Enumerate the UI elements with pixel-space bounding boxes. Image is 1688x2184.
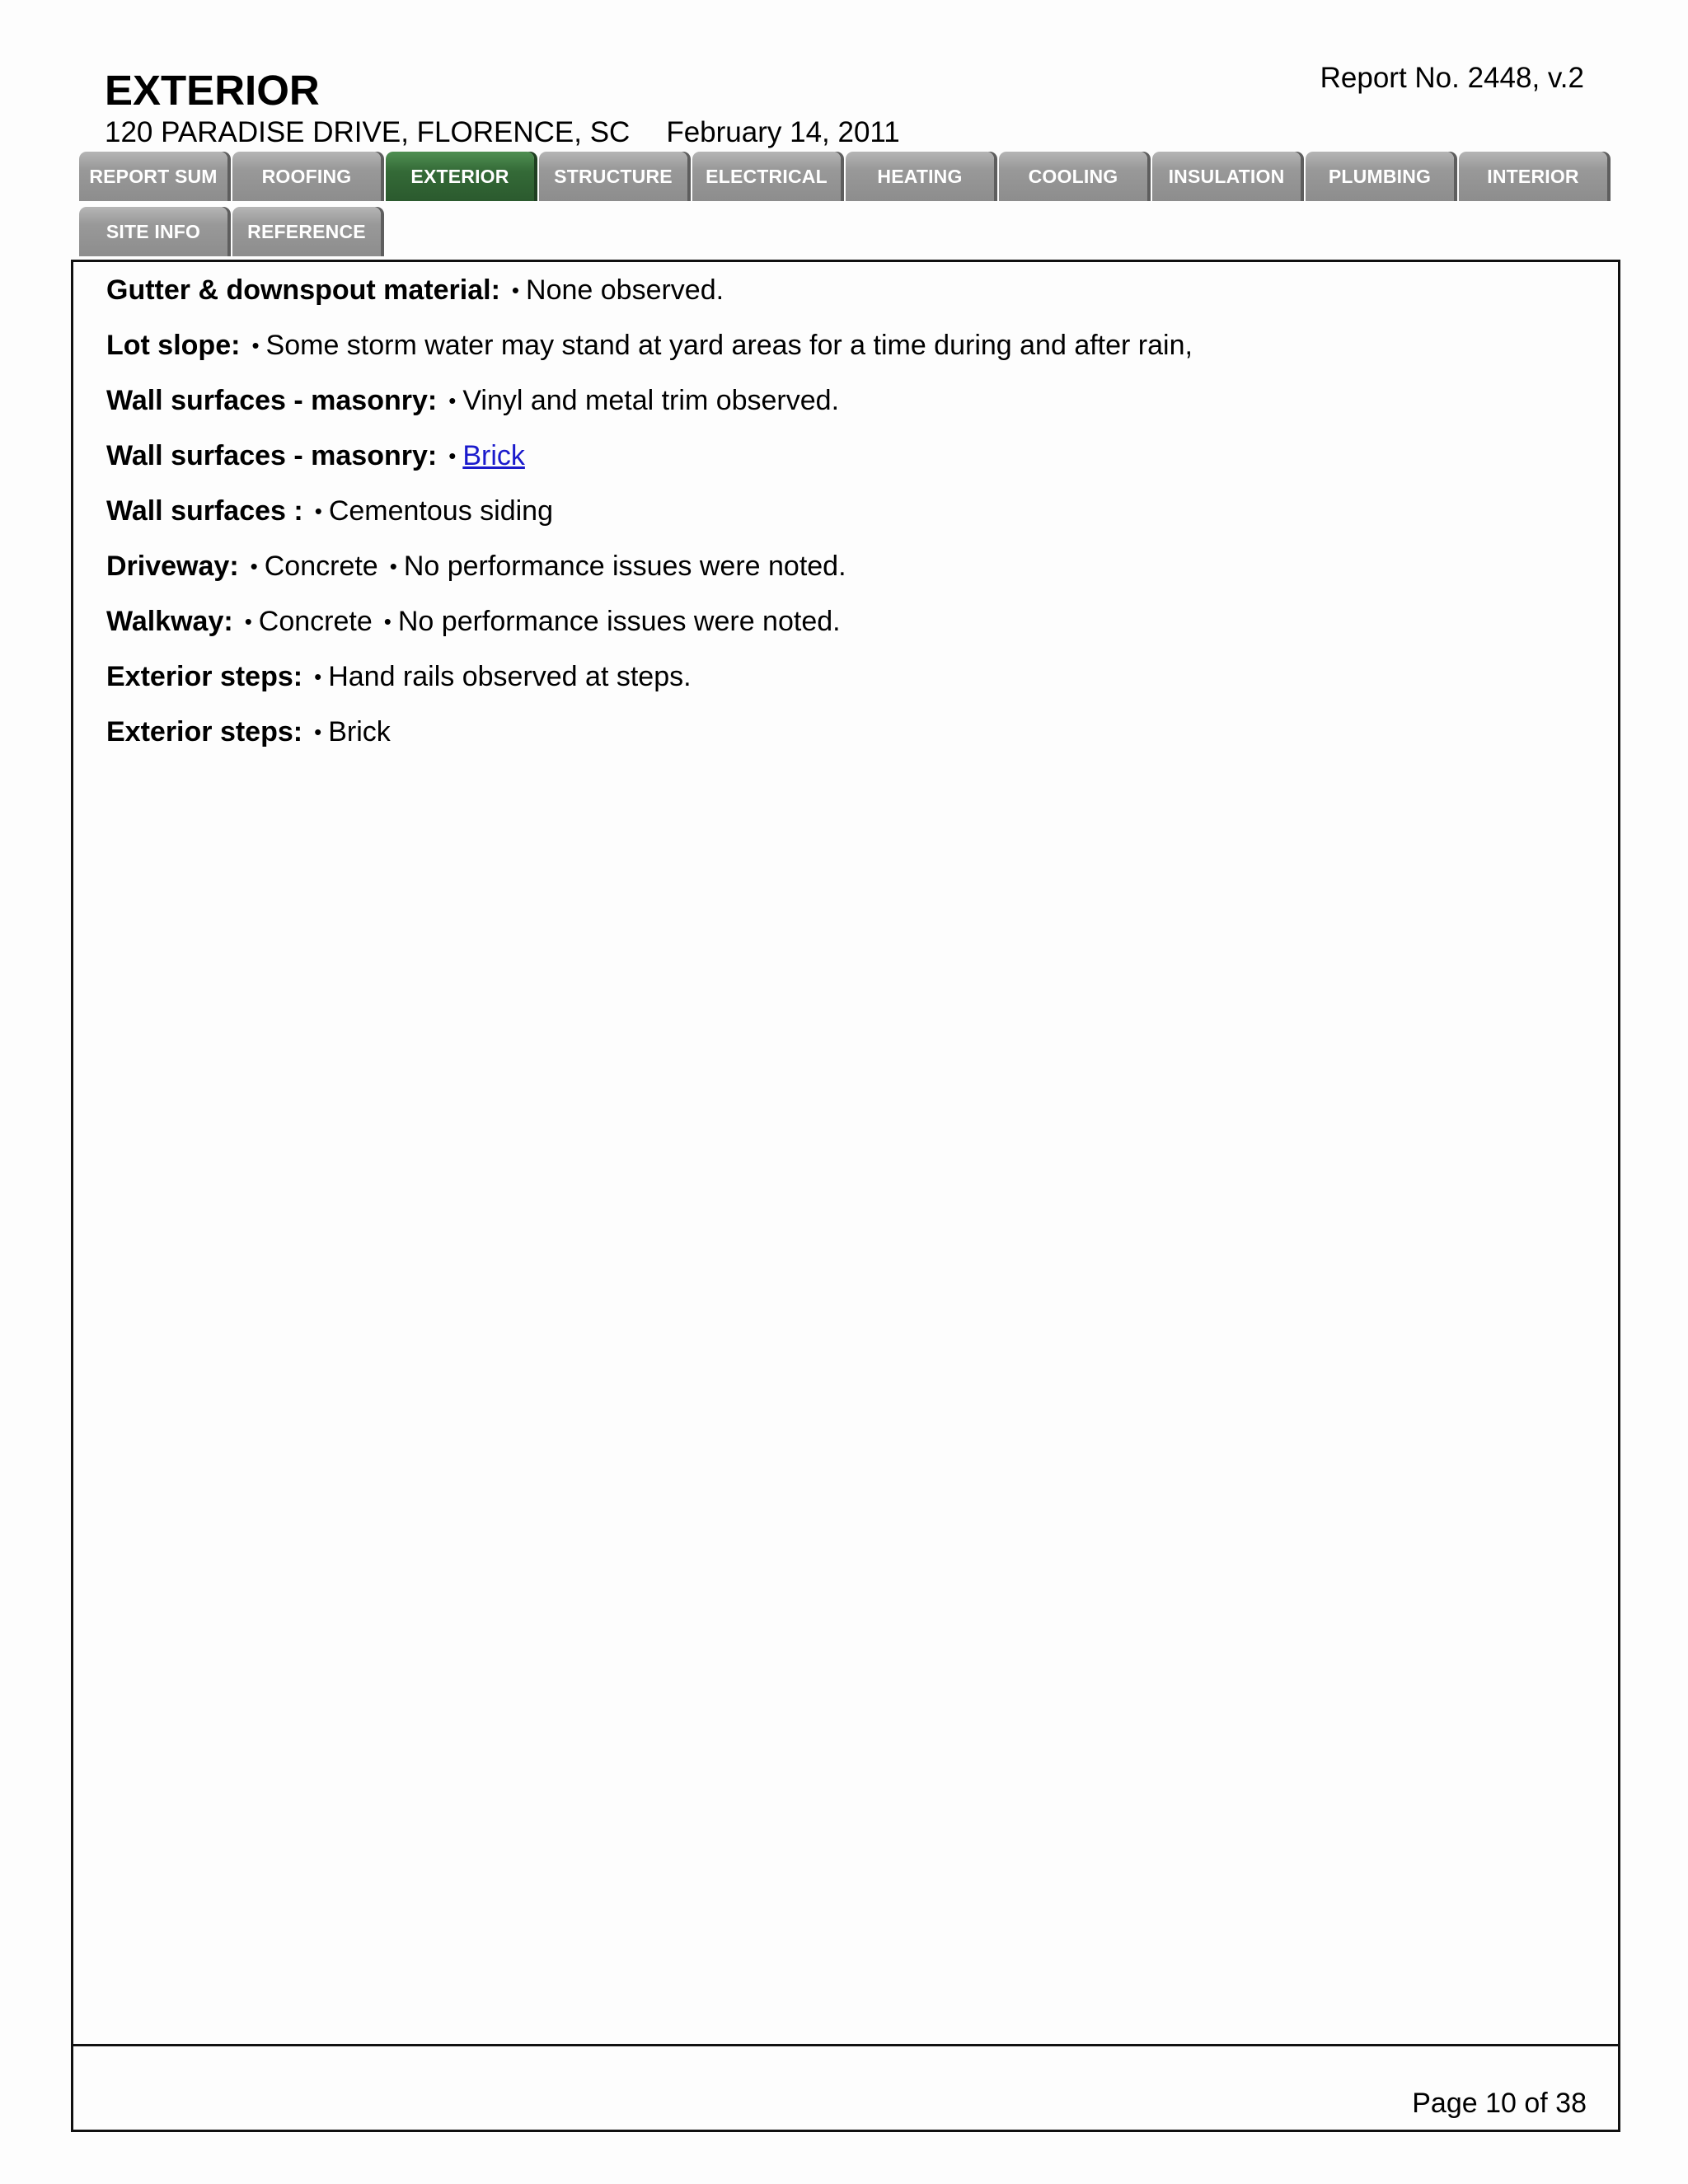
item-label: Walkway:	[106, 606, 233, 637]
tab-heating[interactable]: HEATING	[846, 152, 994, 201]
exterior-items-list	[106, 274, 1585, 771]
tab-insulation[interactable]: INSULATION	[1152, 152, 1301, 201]
section-tabs	[79, 152, 1612, 262]
tab-interior[interactable]: INTERIOR	[1459, 152, 1607, 201]
tab-roofing[interactable]: ROOFING	[232, 152, 381, 201]
list-item	[106, 274, 1585, 307]
item-value-link[interactable]: Brick	[462, 440, 525, 471]
list-item	[106, 715, 1585, 748]
item-label: Wall surfaces - masonry:	[106, 440, 438, 471]
item-value	[448, 440, 525, 471]
tab-exterior[interactable]: EXTERIOR	[386, 152, 534, 201]
page-title: EXTERIOR	[105, 67, 320, 114]
list-item	[106, 494, 1585, 527]
item-value: • Concrete	[245, 606, 373, 637]
item-label: Exterior steps:	[106, 661, 303, 692]
item-value: • No performance issues were noted.	[384, 606, 841, 637]
list-item	[106, 660, 1585, 693]
property-address-line	[105, 115, 900, 150]
report-number: Report No. 2448, v.2	[1320, 62, 1584, 94]
tab-row-2	[79, 207, 1612, 256]
list-item	[106, 384, 1585, 417]
list-item	[106, 550, 1585, 583]
footer-divider	[73, 2044, 1618, 2046]
item-value: • Vinyl and metal trim observed.	[448, 385, 839, 416]
item-label: Gutter & downspout material:	[106, 274, 500, 306]
tab-site-info[interactable]: SITE INFO	[79, 207, 227, 256]
item-label: Wall surfaces - masonry:	[106, 385, 438, 416]
item-value: • Some storm water may stand at yard areas for a time during and after rain,	[251, 330, 1193, 361]
item-value: • None observed.	[512, 274, 724, 306]
tab-reference[interactable]: REFERENCE	[232, 207, 381, 256]
item-label: Exterior steps:	[106, 716, 303, 748]
tab-report-sum[interactable]: REPORT SUM	[79, 152, 227, 201]
tab-electrical[interactable]: ELECTRICAL	[692, 152, 841, 201]
item-label: Lot slope:	[106, 330, 241, 361]
item-value: • Hand rails observed at steps.	[314, 661, 691, 692]
tab-plumbing[interactable]: PLUMBING	[1306, 152, 1454, 201]
content-frame	[71, 260, 1620, 2132]
property-address: 120 PARADISE DRIVE, FLORENCE, SC	[105, 116, 631, 148]
list-item	[106, 439, 1585, 472]
page-number: Page 10 of 38	[1412, 2088, 1587, 2119]
tab-structure[interactable]: STRUCTURE	[539, 152, 687, 201]
item-value: • No performance issues were noted.	[390, 551, 846, 582]
item-value: • Brick	[314, 716, 391, 748]
item-value: • Cementous siding	[315, 495, 553, 527]
inspection-date: February 14, 2011	[666, 116, 900, 148]
tab-row-1	[79, 152, 1612, 201]
item-label: Driveway:	[106, 551, 239, 582]
tab-cooling[interactable]: COOLING	[999, 152, 1147, 201]
list-item	[106, 605, 1585, 638]
item-value: • Concrete	[251, 551, 378, 582]
item-label: Wall surfaces :	[106, 495, 303, 527]
list-item	[106, 329, 1585, 362]
